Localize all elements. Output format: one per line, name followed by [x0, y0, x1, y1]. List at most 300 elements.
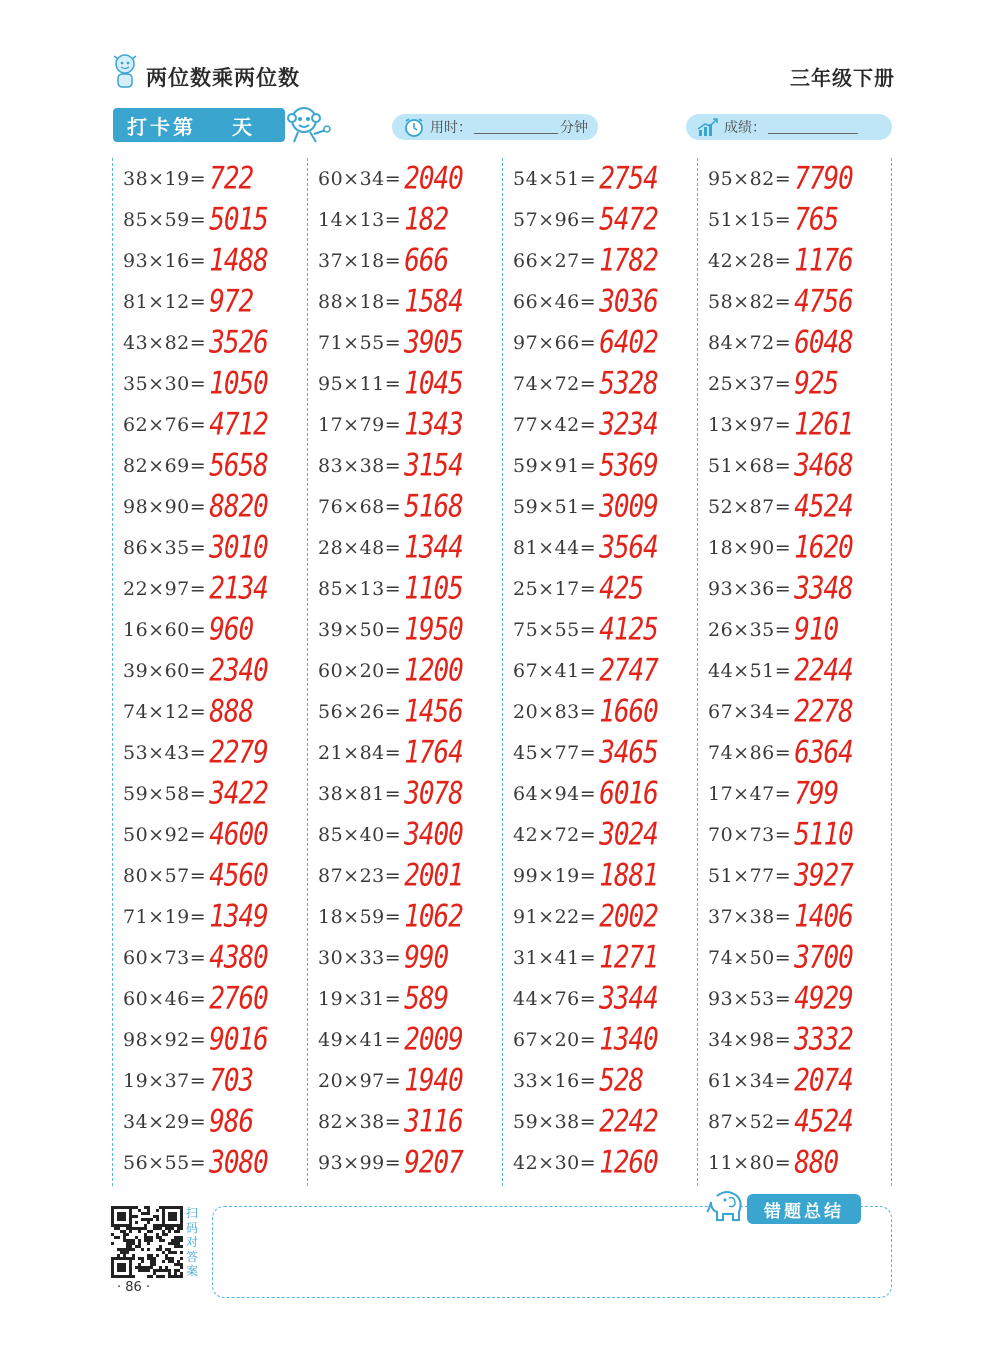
problem-text: 82×69=: [123, 454, 207, 477]
problem-text: 53×43=: [123, 741, 207, 764]
problem-text: 16×60=: [123, 618, 207, 641]
handwritten-answer: 1764: [404, 734, 463, 771]
problem-row: [307, 404, 501, 445]
problem-text: 74×50=: [708, 946, 792, 969]
handwritten-answer: 2242: [599, 1103, 658, 1140]
handwritten-answer: 4712: [209, 406, 268, 443]
problem-text: 44×76=: [513, 987, 597, 1010]
handwritten-answer: 880: [794, 1144, 839, 1181]
problem-text: 97×66=: [513, 331, 597, 354]
problem-row: [502, 281, 696, 322]
problem-row: [112, 691, 306, 732]
handwritten-answer: 6048: [794, 324, 853, 361]
problem-row: [697, 527, 891, 568]
problem-row: [502, 609, 696, 650]
problem-row: [112, 1060, 306, 1101]
bar-chart-icon: [696, 116, 720, 138]
problem-text: 51×77=: [708, 864, 792, 887]
time-input-line[interactable]: [474, 120, 558, 134]
handwritten-answer: 4560: [209, 857, 268, 894]
problem-row: [307, 281, 501, 322]
handwritten-answer: 722: [209, 160, 254, 197]
score-input-line[interactable]: [768, 120, 858, 134]
problem-text: 57×96=: [513, 208, 597, 231]
problem-row: [502, 937, 696, 978]
problem-text: 60×46=: [123, 987, 207, 1010]
handwritten-answer: 1343: [404, 406, 463, 443]
handwritten-answer: 9016: [209, 1021, 268, 1058]
handwritten-answer: 3234: [599, 406, 658, 443]
checkin-prefix: 打卡第: [127, 114, 196, 139]
problem-text: 20×83=: [513, 700, 597, 723]
handwritten-answer: 888: [209, 693, 254, 730]
handwritten-answer: 986: [209, 1103, 254, 1140]
problem-row: [112, 199, 306, 240]
grid-right-border: [891, 158, 892, 1186]
clock-icon: [402, 116, 426, 138]
problem-text: 62×76=: [123, 413, 207, 436]
handwritten-answer: 7790: [794, 160, 853, 197]
problem-text: 18×90=: [708, 536, 792, 559]
handwritten-answer: 799: [794, 775, 839, 812]
problem-row: [697, 1142, 891, 1183]
problem-row: [307, 896, 501, 937]
problem-row: [697, 609, 891, 650]
kid-mascot-icon: [110, 52, 140, 92]
elephant-icon: [705, 1188, 751, 1224]
problem-row: [697, 937, 891, 978]
problem-row: [112, 937, 306, 978]
problem-grid: [112, 158, 892, 1186]
problem-text: 19×31=: [318, 987, 402, 1010]
handwritten-answer: 1940: [404, 1062, 463, 1099]
problem-row: [502, 568, 696, 609]
handwritten-answer: 2009: [404, 1021, 463, 1058]
problem-text: 51×68=: [708, 454, 792, 477]
problem-text: 99×19=: [513, 864, 597, 887]
problem-text: 61×34=: [708, 1069, 792, 1092]
problem-row: [307, 650, 501, 691]
handwritten-answer: 9207: [404, 1144, 463, 1181]
page-header: [110, 50, 895, 100]
problem-text: 28×48=: [318, 536, 402, 559]
handwritten-answer: 3526: [209, 324, 268, 361]
handwritten-answer: 1045: [404, 365, 463, 402]
problem-row: [697, 855, 891, 896]
handwritten-answer: 925: [794, 365, 839, 402]
qr-code-icon[interactable]: [111, 1206, 183, 1278]
problem-row: [502, 363, 696, 404]
problem-row: [502, 445, 696, 486]
problem-text: 88×18=: [318, 290, 402, 313]
problem-row: [502, 732, 696, 773]
handwritten-answer: 1340: [599, 1021, 658, 1058]
handwritten-answer: 2340: [209, 652, 268, 689]
problem-text: 59×51=: [513, 495, 597, 518]
problem-row: [112, 1142, 306, 1183]
time-unit: 分钟: [560, 120, 588, 136]
handwritten-answer: 2279: [209, 734, 268, 771]
problem-row: [697, 896, 891, 937]
problem-row: [697, 445, 891, 486]
problem-row: [112, 363, 306, 404]
handwritten-answer: 4524: [794, 1103, 853, 1140]
problem-text: 67×34=: [708, 700, 792, 723]
handwritten-answer: 3344: [599, 980, 658, 1017]
problem-text: 18×59=: [318, 905, 402, 928]
problem-row: [307, 609, 501, 650]
handwritten-answer: 3036: [599, 283, 658, 320]
handwritten-answer: 2074: [794, 1062, 853, 1099]
problem-text: 81×12=: [123, 290, 207, 313]
problem-text: 60×20=: [318, 659, 402, 682]
problem-text: 98×90=: [123, 495, 207, 518]
handwritten-answer: 4380: [209, 939, 268, 976]
handwritten-answer: 2747: [599, 652, 658, 689]
problem-row: [697, 1101, 891, 1142]
problem-text: 70×73=: [708, 823, 792, 846]
problem-text: 26×35=: [708, 618, 792, 641]
problem-text: 71×19=: [123, 905, 207, 928]
problem-row: [697, 486, 891, 527]
problem-text: 56×55=: [123, 1151, 207, 1174]
problem-row: [112, 322, 306, 363]
problem-text: 20×97=: [318, 1069, 402, 1092]
problem-text: 17×79=: [318, 413, 402, 436]
problem-text: 81×44=: [513, 536, 597, 559]
problem-text: 39×50=: [318, 618, 402, 641]
handwritten-answer: 6402: [599, 324, 658, 361]
problem-text: 66×46=: [513, 290, 597, 313]
problem-text: 25×17=: [513, 577, 597, 600]
problem-text: 13×97=: [708, 413, 792, 436]
problem-text: 38×19=: [123, 167, 207, 190]
handwritten-answer: 3116: [404, 1103, 463, 1140]
handwritten-answer: 425: [599, 570, 644, 607]
problem-row: [112, 732, 306, 773]
handwritten-answer: 5110: [794, 816, 853, 853]
handwritten-answer: 5658: [209, 447, 268, 484]
handwritten-answer: 3700: [794, 939, 853, 976]
handwritten-answer: 666: [404, 242, 449, 279]
problem-text: 11×80=: [708, 1151, 792, 1174]
problem-row: [112, 855, 306, 896]
handwritten-answer: 1261: [794, 406, 853, 443]
problem-row: [112, 814, 306, 855]
handwritten-answer: 3400: [404, 816, 463, 853]
problem-row: [502, 404, 696, 445]
problem-text: 75×55=: [513, 618, 597, 641]
problem-text: 83×38=: [318, 454, 402, 477]
problem-text: 19×37=: [123, 1069, 207, 1092]
problem-text: 67×41=: [513, 659, 597, 682]
problem-text: 87×23=: [318, 864, 402, 887]
problem-row: [307, 445, 501, 486]
problem-row: [307, 1101, 501, 1142]
problem-row: [307, 158, 501, 199]
problem-row: [502, 978, 696, 1019]
handwritten-answer: 589: [404, 980, 449, 1017]
handwritten-answer: 1062: [404, 898, 463, 935]
handwritten-answer: 4756: [794, 283, 853, 320]
problem-text: 58×82=: [708, 290, 792, 313]
handwritten-answer: 3154: [404, 447, 463, 484]
handwritten-answer: 1271: [599, 939, 658, 976]
problem-text: 45×77=: [513, 741, 597, 764]
problem-text: 64×94=: [513, 782, 597, 805]
problem-row: [502, 240, 696, 281]
problem-row: [502, 650, 696, 691]
problem-row: [307, 240, 501, 281]
problem-row: [697, 650, 891, 691]
problem-text: 95×11=: [318, 372, 402, 395]
problem-row: [112, 568, 306, 609]
handwritten-answer: 3468: [794, 447, 853, 484]
problem-row: [502, 527, 696, 568]
score-label: 成绩：: [724, 120, 766, 136]
problem-row: [112, 240, 306, 281]
handwritten-answer: 1176: [794, 242, 853, 279]
problem-row: [502, 1060, 696, 1101]
handwritten-answer: 703: [209, 1062, 254, 1099]
problem-row: [502, 1019, 696, 1060]
problem-row: [112, 486, 306, 527]
problem-text: 38×81=: [318, 782, 402, 805]
problem-text: 74×86=: [708, 741, 792, 764]
problem-row: [697, 1060, 891, 1101]
problem-row: [307, 486, 501, 527]
problem-text: 82×38=: [318, 1110, 402, 1133]
time-label: 用时：: [430, 120, 472, 136]
problem-text: 95×82=: [708, 167, 792, 190]
handwritten-answer: 990: [404, 939, 449, 976]
problem-row: [697, 978, 891, 1019]
handwritten-answer: 3905: [404, 324, 463, 361]
problem-row: [502, 855, 696, 896]
checkin-bar: [113, 108, 285, 142]
problem-text: 33×16=: [513, 1069, 597, 1092]
problem-row: [307, 978, 501, 1019]
problem-row: [112, 404, 306, 445]
handwritten-answer: 3465: [599, 734, 658, 771]
problem-text: 59×58=: [123, 782, 207, 805]
problem-text: 84×72=: [708, 331, 792, 354]
page-title: 两位数乘两位数: [146, 66, 300, 90]
handwritten-answer: 5015: [209, 201, 268, 238]
problem-row: [502, 896, 696, 937]
handwritten-answer: 910: [794, 611, 839, 648]
problem-row: [502, 691, 696, 732]
problem-text: 59×91=: [513, 454, 597, 477]
problem-text: 93×36=: [708, 577, 792, 600]
problem-text: 25×37=: [708, 372, 792, 395]
handwritten-answer: 2134: [209, 570, 268, 607]
problem-row: [697, 281, 891, 322]
problem-row: [502, 199, 696, 240]
problem-row: [502, 773, 696, 814]
problem-text: 51×15=: [708, 208, 792, 231]
problem-text: 39×60=: [123, 659, 207, 682]
handwritten-answer: 8820: [209, 488, 268, 525]
score-field: [686, 114, 892, 140]
handwritten-answer: 1406: [794, 898, 853, 935]
problem-text: 35×30=: [123, 372, 207, 395]
problem-row: [307, 199, 501, 240]
problem-text: 49×41=: [318, 1028, 402, 1051]
problem-text: 93×99=: [318, 1151, 402, 1174]
problem-row: [307, 1019, 501, 1060]
problem-row: [697, 691, 891, 732]
handwritten-answer: 182: [404, 201, 449, 238]
handwritten-answer: 1344: [404, 529, 463, 566]
problem-text: 42×28=: [708, 249, 792, 272]
handwritten-answer: 1349: [209, 898, 268, 935]
problem-text: 76×68=: [318, 495, 402, 518]
problem-row: [307, 1060, 501, 1101]
problem-row: [307, 732, 501, 773]
handwritten-answer: 1105: [404, 570, 463, 607]
problem-text: 74×12=: [123, 700, 207, 723]
problem-row: [307, 773, 501, 814]
handwritten-answer: 2001: [404, 857, 463, 894]
problem-text: 85×40=: [318, 823, 402, 846]
problem-text: 66×27=: [513, 249, 597, 272]
problem-text: 30×33=: [318, 946, 402, 969]
grade-label: 三年级下册: [790, 66, 895, 90]
handwritten-answer: 5472: [599, 201, 658, 238]
handwritten-answer: 3078: [404, 775, 463, 812]
problem-text: 31×41=: [513, 946, 597, 969]
problem-text: 56×26=: [318, 700, 402, 723]
problem-row: [112, 1101, 306, 1142]
problem-row: [307, 568, 501, 609]
problem-text: 44×51=: [708, 659, 792, 682]
problem-row: [307, 322, 501, 363]
problem-row: [697, 404, 891, 445]
problem-row: [307, 363, 501, 404]
error-summary-tag: 错题总结: [747, 1194, 861, 1224]
handwritten-answer: 3024: [599, 816, 658, 853]
problem-text: 37×18=: [318, 249, 402, 272]
problem-row: [502, 322, 696, 363]
problem-row: [697, 732, 891, 773]
problem-text: 14×13=: [318, 208, 402, 231]
problem-text: 21×84=: [318, 741, 402, 764]
problem-text: 34×29=: [123, 1110, 207, 1133]
handwritten-answer: 1660: [599, 693, 658, 730]
checkin-day-unit: 天: [232, 114, 252, 139]
time-field: [392, 114, 598, 140]
problem-row: [112, 158, 306, 199]
handwritten-answer: 1881: [599, 857, 658, 894]
problem-row: [502, 814, 696, 855]
handwritten-answer: 4929: [794, 980, 853, 1017]
handwritten-answer: 2002: [599, 898, 658, 935]
problem-row: [307, 691, 501, 732]
problem-row: [697, 363, 891, 404]
problem-text: 52×87=: [708, 495, 792, 518]
handwritten-answer: 5328: [599, 365, 658, 402]
handwritten-answer: 2760: [209, 980, 268, 1017]
problem-text: 42×72=: [513, 823, 597, 846]
handwritten-answer: 528: [599, 1062, 644, 1099]
handwritten-answer: 1950: [404, 611, 463, 648]
handwritten-answer: 1200: [404, 652, 463, 689]
handwritten-answer: 960: [209, 611, 254, 648]
problem-text: 91×22=: [513, 905, 597, 928]
problem-text: 80×57=: [123, 864, 207, 887]
handwritten-answer: 1050: [209, 365, 268, 402]
problem-text: 98×92=: [123, 1028, 207, 1051]
monkey-mascot-icon: [284, 104, 332, 146]
problem-row: [307, 1142, 501, 1183]
problem-row: [697, 1019, 891, 1060]
problem-row: [697, 814, 891, 855]
handwritten-answer: 3564: [599, 529, 658, 566]
problem-row: [697, 199, 891, 240]
problem-text: 37×38=: [708, 905, 792, 928]
problem-row: [307, 814, 501, 855]
problem-row: [697, 240, 891, 281]
scan-answer-text: 扫码对答案: [186, 1206, 199, 1278]
problem-text: 60×73=: [123, 946, 207, 969]
problem-text: 93×53=: [708, 987, 792, 1010]
handwritten-answer: 6364: [794, 734, 853, 771]
problem-text: 60×34=: [318, 167, 402, 190]
problem-text: 43×82=: [123, 331, 207, 354]
handwritten-answer: 3348: [794, 570, 853, 607]
problem-row: [307, 527, 501, 568]
handwritten-answer: 765: [794, 201, 839, 238]
handwritten-answer: 3422: [209, 775, 268, 812]
problem-row: [697, 158, 891, 199]
handwritten-answer: 972: [209, 283, 254, 320]
problem-row: [112, 609, 306, 650]
handwritten-answer: 4125: [599, 611, 658, 648]
handwritten-answer: 5168: [404, 488, 463, 525]
problem-row: [697, 568, 891, 609]
handwritten-answer: 1584: [404, 283, 463, 320]
problem-text: 34×98=: [708, 1028, 792, 1051]
page-number: · 86 ·: [117, 1280, 151, 1295]
handwritten-answer: 3927: [794, 857, 853, 894]
handwritten-answer: 1620: [794, 529, 853, 566]
problem-row: [307, 937, 501, 978]
problem-text: 74×72=: [513, 372, 597, 395]
problem-text: 54×51=: [513, 167, 597, 190]
problem-text: 59×38=: [513, 1110, 597, 1133]
problem-text: 42×30=: [513, 1151, 597, 1174]
problem-text: 22×97=: [123, 577, 207, 600]
problem-text: 86×35=: [123, 536, 207, 559]
handwritten-answer: 2754: [599, 160, 658, 197]
problem-text: 50×92=: [123, 823, 207, 846]
handwritten-answer: 1260: [599, 1144, 658, 1181]
handwritten-answer: 2040: [404, 160, 463, 197]
problem-text: 85×59=: [123, 208, 207, 231]
handwritten-answer: 2244: [794, 652, 853, 689]
problem-row: [112, 527, 306, 568]
handwritten-answer: 4524: [794, 488, 853, 525]
problem-row: [112, 650, 306, 691]
handwritten-answer: 3009: [599, 488, 658, 525]
problem-text: 77×42=: [513, 413, 597, 436]
handwritten-answer: 2278: [794, 693, 853, 730]
problem-row: [697, 773, 891, 814]
problem-row: [502, 486, 696, 527]
problem-row: [307, 855, 501, 896]
handwritten-answer: 3332: [794, 1021, 853, 1058]
